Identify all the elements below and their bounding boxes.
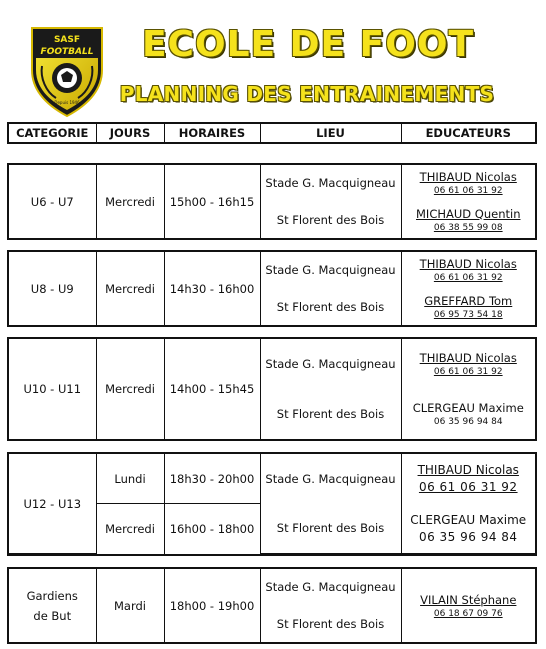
lieu-line1: Stade G. Macquigneau	[265, 263, 396, 278]
lieu-line1: Stade G. Macquigneau	[265, 176, 396, 191]
educateur-name: CLERGEAU Maxime	[412, 401, 524, 415]
group-u10-u11	[7, 337, 537, 441]
col-horaires: HORAIRES	[164, 124, 260, 142]
logo-text-mid: FOOTBALL	[40, 47, 94, 57]
educateur-name[interactable]: GREFFARD Tom	[424, 293, 513, 308]
jour-cell: Mercredi	[96, 165, 164, 238]
horaire-cell: 14h00 - 15h45	[164, 339, 260, 439]
logo-text-top: SASF	[53, 35, 81, 45]
lieu-line1: Stade G. Macquigneau	[265, 580, 396, 595]
header-row	[7, 122, 537, 144]
educateurs-cell	[401, 339, 535, 439]
categorie-cell	[9, 569, 96, 642]
horaire-cell: 14h30 - 16h00	[164, 252, 260, 325]
educateur-phone[interactable]: 06 61 06 31 92	[433, 186, 503, 197]
educateur-phone: 06 35 96 94 84	[433, 417, 503, 427]
educateur-name[interactable]: THIBAUD Nicolas	[419, 351, 517, 365]
lieu-cell	[260, 454, 401, 554]
educateur-phone[interactable]: 06 38 55 99 08	[433, 222, 503, 233]
lieu-cell	[260, 252, 401, 325]
lieu-line2: St Florent des Bois	[276, 616, 385, 631]
lieu-line1: Stade G. Macquigneau	[265, 471, 396, 486]
lieu-line2: St Florent des Bois	[276, 299, 385, 314]
educateur-name: CLERGEAU Maxime	[410, 512, 527, 527]
educateur-phone[interactable]: 06 18 67 09 76	[433, 608, 503, 619]
educateur-name[interactable]: MICHAUD Quentin	[416, 206, 521, 221]
lieu-cell	[260, 165, 401, 238]
categorie-line1: Gardiens	[26, 588, 78, 603]
lieu-line2: St Florent des Bois	[276, 212, 385, 227]
logo-text-bottom: Depuis 1946	[54, 100, 80, 105]
lieu-line1: Stade G. Macquigneau	[265, 357, 396, 371]
col-lieu: LIEU	[260, 124, 401, 142]
jour-cell: Mardi	[96, 569, 164, 642]
group-gardiens	[7, 567, 537, 644]
jour-cell: Mercredi	[96, 252, 164, 325]
educateurs-cell	[401, 454, 535, 554]
col-categorie: CATEGORIE	[9, 124, 96, 142]
educateurs-cell	[401, 165, 535, 238]
club-logo	[26, 22, 108, 118]
categorie-cell: U10 - U11	[9, 339, 96, 439]
col-jours: JOURS	[96, 124, 164, 142]
col-educateurs: EDUCATEURS	[401, 124, 535, 142]
page-title: ECOLE DE FOOT	[141, 24, 475, 65]
lieu-line2: St Florent des Bois	[276, 407, 385, 421]
educateur-phone[interactable]: 06 61 06 31 92	[433, 273, 503, 284]
lieu-line2: St Florent des Bois	[276, 521, 385, 536]
categorie-cell: U8 - U9	[9, 252, 96, 325]
horaire-cell: 18h30 - 20h00	[164, 454, 260, 504]
educateur-name[interactable]: THIBAUD Nicolas	[419, 170, 517, 185]
group-u12-u13	[7, 452, 537, 556]
educateur-name[interactable]: THIBAUD Nicolas	[419, 257, 517, 272]
group-u8-u9	[7, 250, 537, 327]
categorie-line2: de But	[33, 608, 72, 623]
jour-cell: Mercredi	[96, 504, 164, 554]
group-u6-u7	[7, 163, 537, 240]
educateur-name[interactable]: VILAIN Stéphane	[420, 592, 517, 607]
categorie-cell: U6 - U7	[9, 165, 96, 238]
categorie-cell: U12 - U13	[9, 454, 96, 554]
jour-cell: Lundi	[96, 454, 164, 504]
educateur-name[interactable]: THIBAUD Nicolas	[417, 463, 519, 478]
horaire-cell: 15h00 - 16h15	[164, 165, 260, 238]
horaire-cell: 18h00 - 19h00	[164, 569, 260, 642]
jour-cell: Mercredi	[96, 339, 164, 439]
educateurs-cell	[401, 569, 535, 642]
educateur-phone[interactable]: 06 61 06 31 92	[433, 367, 503, 377]
page-subtitle: PLANNING DES ENTRAINEMENTS	[119, 82, 495, 106]
educateur-phone: 06 35 96 94 84	[418, 529, 518, 544]
educateur-phone[interactable]: 06 61 06 31 92	[418, 480, 518, 495]
educateur-phone[interactable]: 06 95 73 54 18	[433, 309, 503, 320]
lieu-cell	[260, 569, 401, 642]
educateurs-cell	[401, 252, 535, 325]
lieu-cell	[260, 339, 401, 439]
horaire-cell: 16h00 - 18h00	[164, 504, 260, 554]
